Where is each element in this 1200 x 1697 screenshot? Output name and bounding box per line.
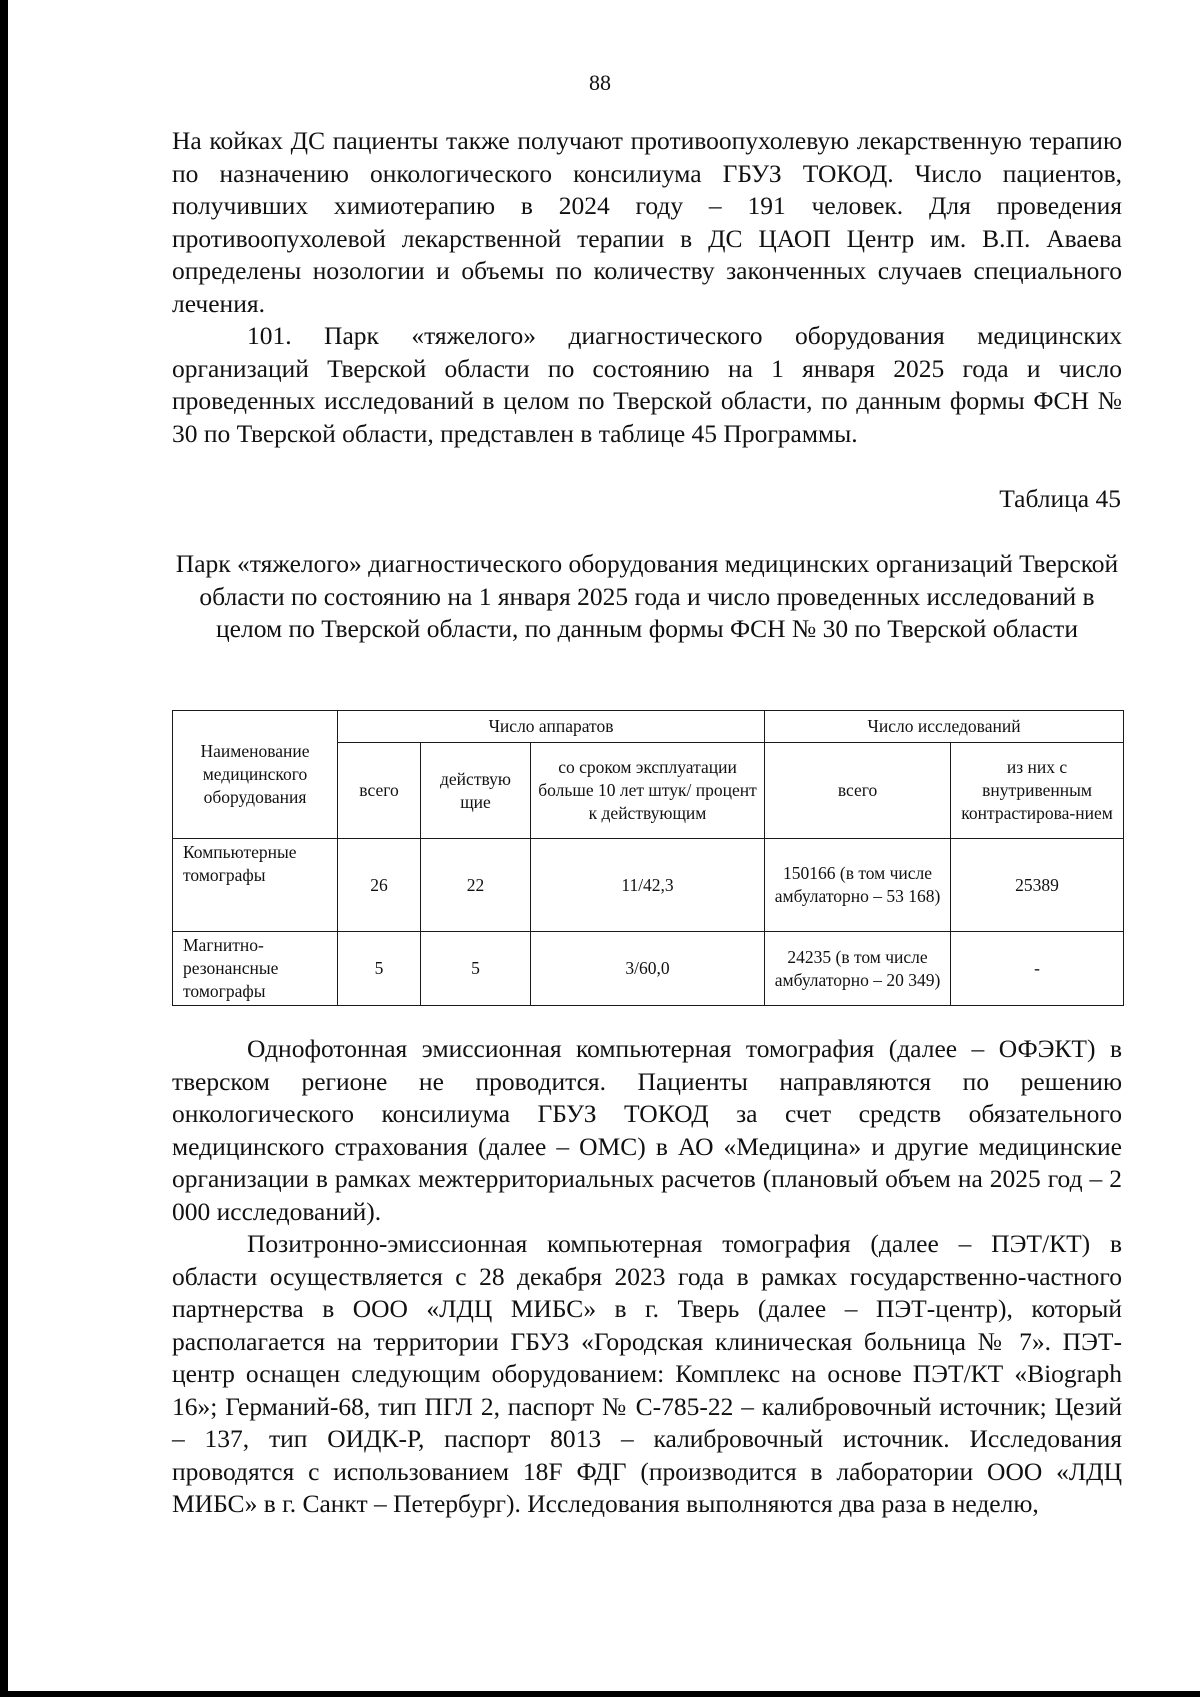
cell-studies-contrast: - [951,932,1124,1006]
header-devices-group: Число аппаратов [338,711,765,743]
table-title: Парк «тяжелого» диагностического оборудования медицинских организаций Тверской области по состоянию на 1 января 2025 года и число проведенных исследований в целом по Тверской области, по данным формы ФСН № 30 по Тверской области [175,549,1119,643]
header-studies-total: всего [765,743,951,839]
header-studies-group: Число исследований [765,711,1124,743]
cell-devices-active: 22 [421,839,531,932]
scan-edge-left [0,0,8,1697]
table-number: Таблица 45 [999,484,1121,513]
header-studies-contrast: из них с внутривенным контрастирова-нием [951,743,1124,839]
cell-devices-old: 11/42,3 [531,839,765,932]
paragraph-pet-ct: Позитронно-эмиссионная компьютерная томография (далее – ПЭТ/КТ) в области осуществляется с 28 декабря 2023 года в рамках государственно-частного партнерства в ООО «ЛДЦ МИБС» в г. Тверь (далее – ПЭТ-центр), который располагается на территории ГБУЗ «Городская клиническая больница № 7». ПЭТ-центр оснащен следующим оборудованием: Комплекс на основе ПЭТ/КТ «Biograph 16»; Германий-68, тип ПГЛ 2, паспорт № С-785-22 – калибровочный источник; Цезий – 137, тип ОИДК-Р, паспорт 8013 – калибровочный источник. Исследования проводятся с использованием 18F ФДГ (производится в лаборатории ООО «ЛДЦ МИБС» в г. Санкт – Петербург). Исследования выполняются два раза в неделю, [172,1229,1122,1518]
header-devices-old: со сроком эксплуатации больше 10 лет штук/ процент к действующим [531,743,765,839]
scan-edge-bottom [0,1691,1200,1697]
equipment-table [172,710,1124,1006]
cell-name: Магнитно-резонансные томографы [173,932,338,1006]
header-equipment-name: Наименование медицинского оборудования [173,711,338,839]
table-row [173,932,1124,1006]
cell-devices-total: 5 [338,932,421,1006]
cell-studies-total: 24235 (в том числе амбулаторно – 20 349) [765,932,951,1006]
paragraph-ofekt: Однофотонная эмиссионная компьютерная томография (далее – ОФЭКТ) в тверском регионе не проводится. Пациенты направляются по решению онкологического консилиума ГБУЗ ТОКОД за счет средств обязательного медицинского страхования (далее – ОМС) в АО «Медицина» и другие медицинские организации в рамках межтерриториальных расчетов (плановый объем на 2025 год – 2 000 исследований). [172,1034,1122,1226]
cell-studies-contrast: 25389 [951,839,1124,932]
cell-devices-old: 3/60,0 [531,932,765,1006]
header-devices-total: всего [338,743,421,839]
paragraph-chemotherapy: На койках ДС пациенты также получают противоопухолевую лекарственную терапию по назначению онкологического консилиума ГБУЗ ТОКОД. Число пациентов, получивших химиотерапию в 2024 году – 191 человек. Для проведения противоопухолевой лекарственной терапии в ДС ЦАОП Центр им. В.П. Аваева определены нозологии и объемы по количеству законченных случаев специального лечения. [172,126,1122,318]
cell-studies-total: 150166 (в том числе амбулаторно – 53 168) [765,839,951,932]
cell-devices-active: 5 [421,932,531,1006]
cell-name: Компьютерные томографы [173,839,338,932]
table-row [173,839,1124,932]
paragraph-equipment-intro: 101. Парк «тяжелого» диагностического оборудования медицинских организаций Тверской области по состоянию на 1 января 2025 года и число проведенных исследований в целом по Тверской области, по данным формы ФСН № 30 по Тверской области, представлен в таблице 45 Программы. [172,321,1122,448]
page-number: 88 [589,70,611,95]
header-devices-active: действую щие [421,743,531,839]
cell-devices-total: 26 [338,839,421,932]
